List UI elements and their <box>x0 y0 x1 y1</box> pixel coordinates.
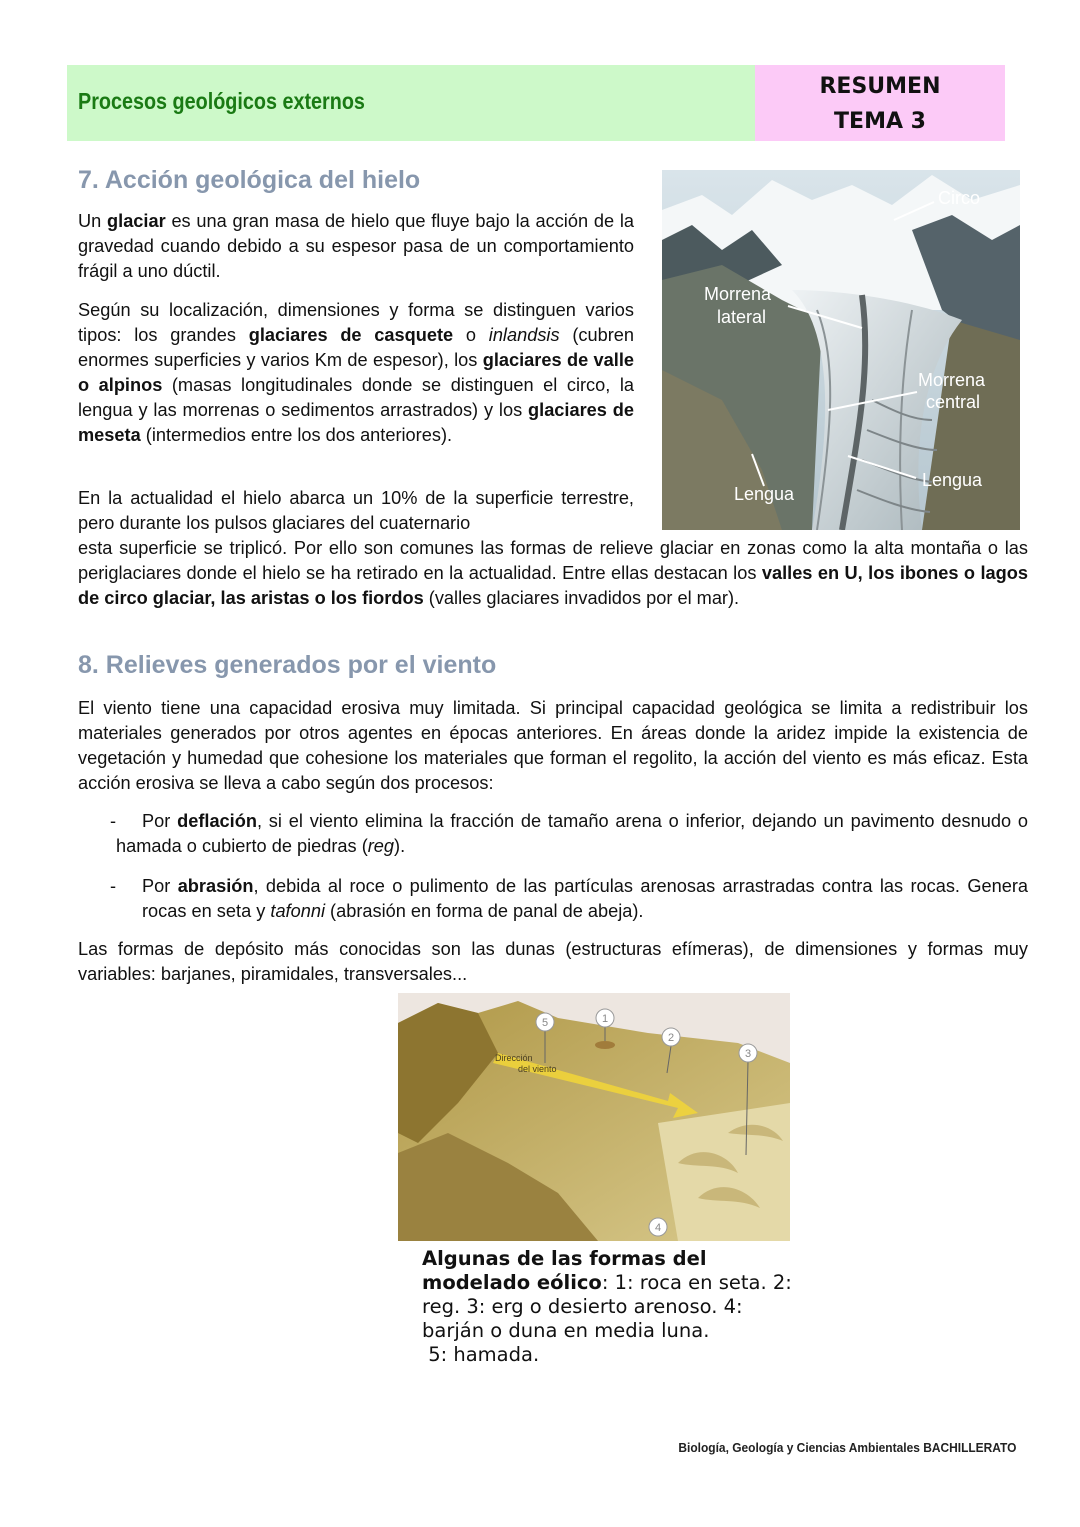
bullet-abrasion: Por abrasión, debida al roce o pulimento de las partículas arenosas arrastradas contra las rocas. Genera rocas en seta y tafonni (abrasión en forma de panal de abeja). <box>142 876 1029 921</box>
svg-text:5: 5 <box>541 1017 549 1029</box>
label-morrena-lateral-2: lateral <box>717 307 767 327</box>
section-8-paragraph-1: El viento tiene una capacidad erosiva muy limitada. Si principal capacidad geológica se limita a redistribuir los materiales generados por otros agentes en épocas anteriores. En áreas donde la aridez impide la existencia de vegetación y humedad que cohesione los materiales que forman el regolito, la acción del viento es más eficaz. Esta acción erosiva se lleva a cabo según dos procesos: <box>78 698 1028 793</box>
section-8-paragraph-2: Las formas de depósito más conocidas son las dunas (estructuras efímeras), de dimensiones y formas muy variables: barjanes, piramidales, transversales... <box>78 939 1028 984</box>
bullet-deflacion: Por deflación, si el viento elimina la fracción de tamaño arena o inferior, dejando un pavimento desnudo o hamada o cubierto de piedras (reg). <box>116 811 1028 856</box>
document-subject-title: Procesos geológicos externos <box>78 88 365 114</box>
label-lengua-left: Lengua <box>734 484 795 504</box>
page-footer: Biología, Geología y Ciencias Ambientales BACHILLERATO <box>677 1440 1016 1455</box>
label-morrena-central-1: Morrena <box>918 370 986 390</box>
aeolian-landforms-illustration <box>398 993 790 1241</box>
wind-label-1: Dirección <box>495 1053 533 1063</box>
label-circo: Circo <box>938 188 981 208</box>
alpine-glacier-photo <box>662 170 1020 530</box>
marker-1 <box>596 1009 614 1027</box>
label-lengua-right: Lengua <box>922 470 983 490</box>
label-morrena-central-2: central <box>926 392 981 412</box>
section-7-title: 7. Acción geológica del hielo <box>78 166 421 194</box>
svg-text:4: 4 <box>654 1222 662 1234</box>
wind-label-2: del viento <box>518 1064 557 1074</box>
marker-3 <box>739 1044 757 1062</box>
svg-text:1: 1 <box>601 1013 609 1025</box>
marker-4 <box>649 1218 667 1236</box>
badge-line-1: RESUMEN <box>819 74 941 99</box>
badge-line-2: TEMA 3 <box>834 109 926 134</box>
bullet-dash-1: - <box>110 811 117 831</box>
marker-2 <box>662 1028 680 1046</box>
section-7-paragraph-1: Un glaciar es una gran masa de hielo que fluye bajo la acción de la gravedad cuando debido a su espesor pasa de un comportamiento frágil a uno dúctil. <box>78 211 634 281</box>
label-morrena-lateral-1: Morrena <box>704 284 772 304</box>
summary-badge <box>755 65 1005 141</box>
section-7-paragraph-2: Según su localización, dimensiones y forma se distinguen varios tipos: los grandes glaciares de casquete o inlandsis (cubren enormes superficies y varios Km de espesor), los glaciares de valle o alpinos (masas longitudinales donde se distinguen el circo, la lengua y las morrenas o sedimentos arrastrados) y los glaciares de meseta (intermedios entre los dos anteriores). <box>78 300 635 445</box>
section-7-paragraph-3-start: En la actualidad el hielo abarca un 10% de la superficie terrestre, pero durante los pulsos glaciares del cuaternario <box>78 488 634 533</box>
section-7-paragraph-3-end: esta superficie se triplicó. Por ello son comunes las formas de relieve glaciar en zonas como la alta montaña o las periglaciares donde el hielo se ha retirado en la actualidad. Entre ellas destacan los valles en U, los ibones o lagos de circo glaciar, las aristas o los fiordos (valles glaciares invadidos por el mar). <box>78 538 1028 608</box>
section-8-title: 8. Relieves generados por el viento <box>78 651 497 679</box>
dune-figure-caption: Algunas de las formas del modelado eólico: 1: roca en seta. 2: reg. 3: erg o desierto arenoso. 4: barján o duna en media luna. 5: hamada. <box>422 1247 792 1366</box>
svg-text:2: 2 <box>667 1032 675 1044</box>
svg-text:3: 3 <box>744 1048 752 1060</box>
bullet-dash-2: - <box>110 876 117 896</box>
marker-5 <box>536 1013 554 1031</box>
